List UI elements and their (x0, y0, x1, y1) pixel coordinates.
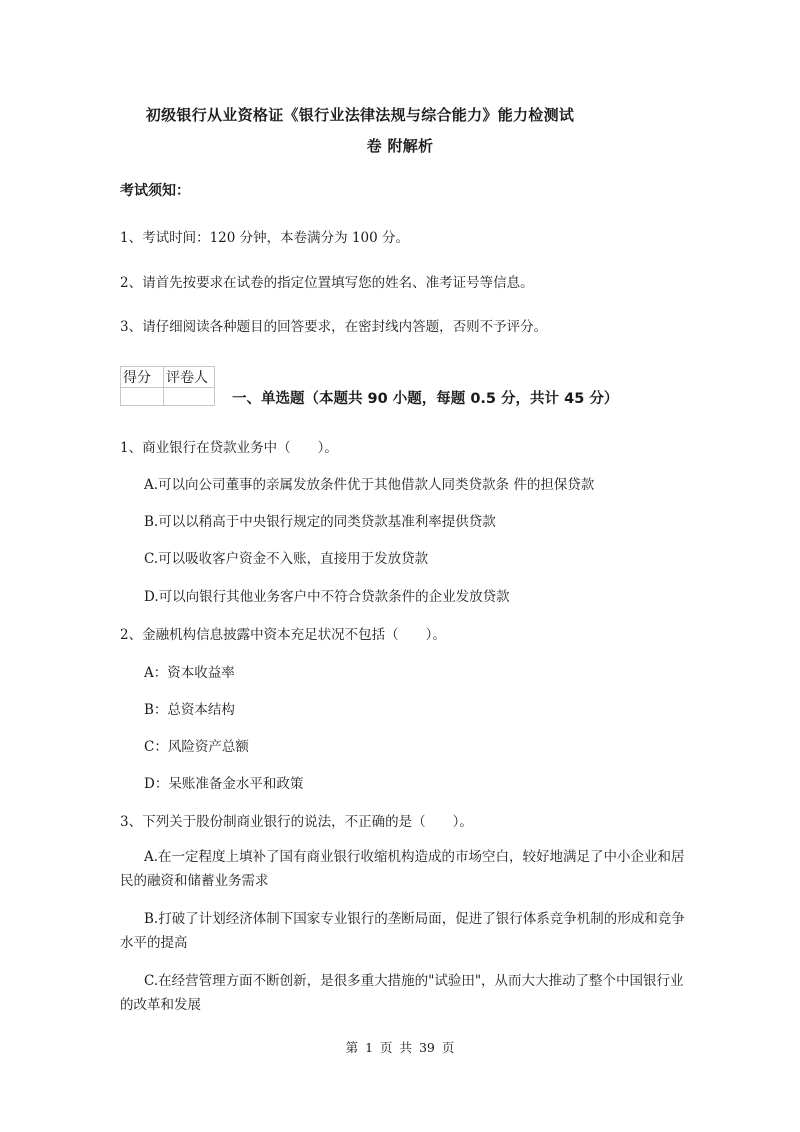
question-option: B：总资本结构 (144, 702, 235, 718)
grader-cell[interactable] (164, 388, 215, 406)
notice-item: 1、考试时间：120 分钟，本卷满分为 100 分。 (120, 230, 409, 246)
question-option: C.可以吸收客户资金不入账，直接用于发放贷款 (144, 551, 429, 567)
question-option: A.可以向公司董事的亲属发放条件优于其他借款人同类贷款条 件的担保贷款 (144, 477, 595, 493)
question-option: D：呆账准备金水平和政策 (144, 776, 304, 792)
page-footer: 第 1 页 共 39 页 (345, 1040, 455, 1055)
grader-header: 评卷人 (164, 367, 215, 388)
notice-item: 2、请首先按要求在试卷的指定位置填写您的姓名、准考证号等信息。 (120, 275, 534, 291)
question-option: A.在一定程度上填补了国有商业银行收缩机构造成的市场空白，较好地满足了中小企业和居民的融资和储蓄业务需求 (120, 849, 685, 889)
question-option: C：风险资产总额 (144, 739, 249, 755)
notice-heading: 考试须知： (120, 183, 190, 199)
question-option: A：资本收益率 (144, 665, 235, 681)
question-stem: 2、金融机构信息披露中资本充足状况不包括（ ）。 (120, 627, 446, 643)
notice-item: 3、请仔细阅读各种题目的回答要求，在密封线内答题，否则不予评分。 (120, 319, 548, 335)
question-stem: 3、下列关于股份制商业银行的说法，不正确的是（ ）。 (120, 814, 473, 830)
question-option: B.可以以稍高于中央银行规定的同类贷款基准利率提供贷款 (144, 514, 496, 530)
score-header: 得分 (121, 367, 164, 388)
section-heading: 一、单选题（本题共 90 小题，每题 0.5 分，共计 45 分） (232, 391, 619, 407)
question-option: D.可以向银行其他业务客户中不符合贷款条件的企业发放贷款 (144, 589, 510, 605)
score-cell[interactable] (121, 388, 164, 406)
document-title-line-1: 初级银行从业资格证《银行业法律法规与综合能力》能力检测试 (145, 106, 575, 124)
question-stem: 1、商业银行在贷款业务中（ ）。 (120, 440, 338, 456)
score-table (120, 366, 215, 406)
question-option: C.在经营管理方面不断创新，是很多重大措施的"试验田"，从而大大推动了整个中国银行业的改革和发展 (120, 973, 684, 1013)
question-option: B.打破了计划经济体制下国家专业银行的垄断局面，促进了银行体系竞争机制的形成和竞争水平的提高 (120, 911, 685, 951)
document-title-line-2: 卷 附解析 (366, 137, 434, 155)
